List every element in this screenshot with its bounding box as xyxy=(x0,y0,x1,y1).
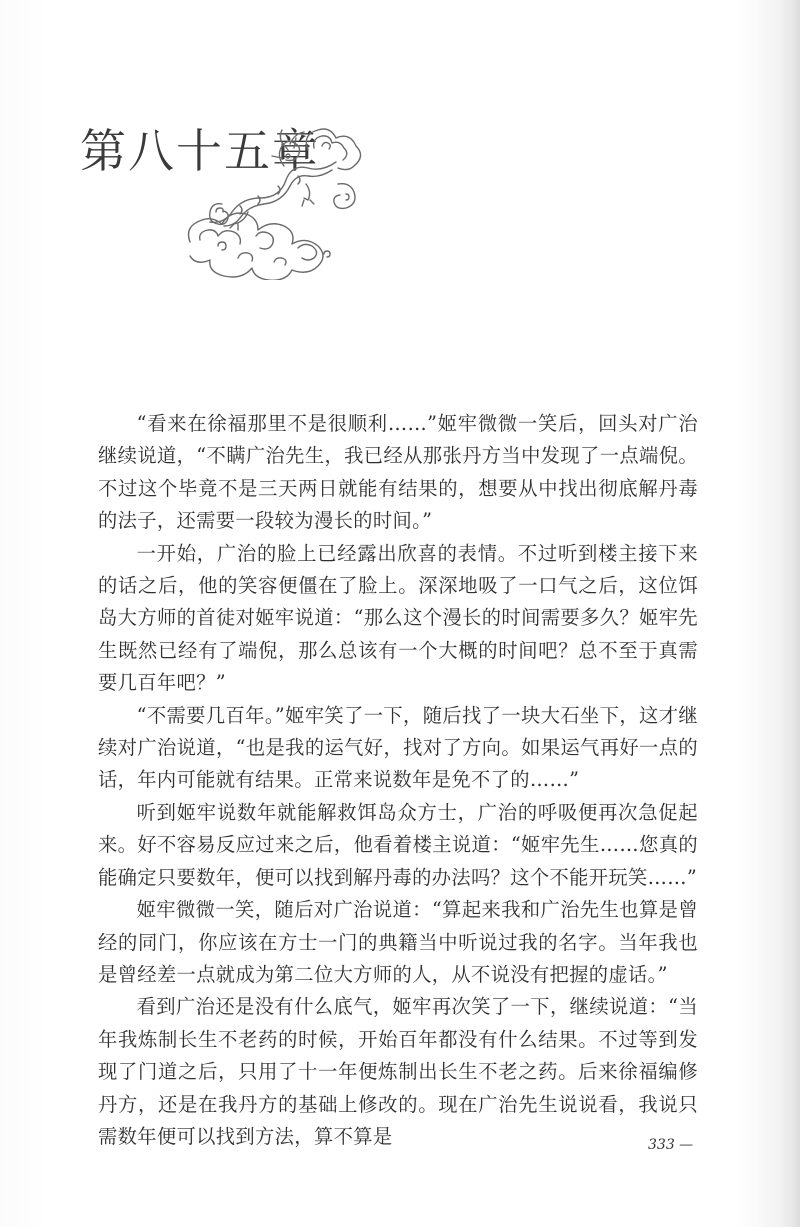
paragraph: 看到广治还是没有什么底气，姬牢再次笑了一下，继续说道：“当年我炼制长生不老药的时候，开始百年都没有什么结果。不过等到发现了门道之后，只用了十一年便炼制出长生不老之药。后来徐福编修丹方，还是在我丹方的基础上修改的。现在广治先生说说看，我说只需数年便可以找到方法，算不算是 xyxy=(98,995,698,1148)
paragraph: “不需要几百年。”姬牢笑了一下，随后找了一块大石坐下，这才继续对广治说道，“也是我的运气好，找对了方向。如果运气再好一点的话，年内可能就有结果。正常来说数年是免不了的……” xyxy=(98,703,698,792)
paragraph: 姬牢微微一笑，随后对广治说道：“算起来我和广治先生也算是曾经的同门，你应该在方士一门的典籍当中听说过我的名字。当年我也是曾经差一点就成为第二位大方师的人，从不说没有把握的虚话。” xyxy=(98,898,698,986)
chapter-body xyxy=(98,408,698,1153)
page-number: 333 — xyxy=(648,1137,694,1153)
chapter-title: 第八十五章 xyxy=(80,124,320,178)
paragraph: 听到姬牢说数年就能解救饵岛众方士，广治的呼吸便再次急促起来。好不容易反应过来之后，他看着楼主说道：“姬牢先生……您真的能确定只要数年，便可以找到解丹毒的办法吗？这个不能开玩笑……” xyxy=(98,800,698,889)
paragraph: 一开始，广治的脸上已经露出欣喜的表情。不过听到楼主接下来的话之后，他的笑容便僵在了脸上。深深地吸了一口气之后，这位饵岛大方师的首徒对姬牢说道：“那么这个漫长的时间需要多久？姬牢先生既然已经有了端倪，那么总该有一个大概的时间吧？总不至于真需要几百年吧？” xyxy=(98,541,698,695)
paragraph: “看来在徐福那里不是很顺利……”姬牢微微一笑后，回头对广治继续说道，“不瞒广治先生，我已经从那张丹方当中发现了一点端倪。不过这个毕竟不是三天两日就能有结果的，想要从中找出彻底解丹毒的法子，还需要一段较为漫长的时间。” xyxy=(98,412,698,533)
page-binding-shadow xyxy=(780,0,800,1227)
auspicious-cloud-dragon-icon xyxy=(178,120,374,280)
